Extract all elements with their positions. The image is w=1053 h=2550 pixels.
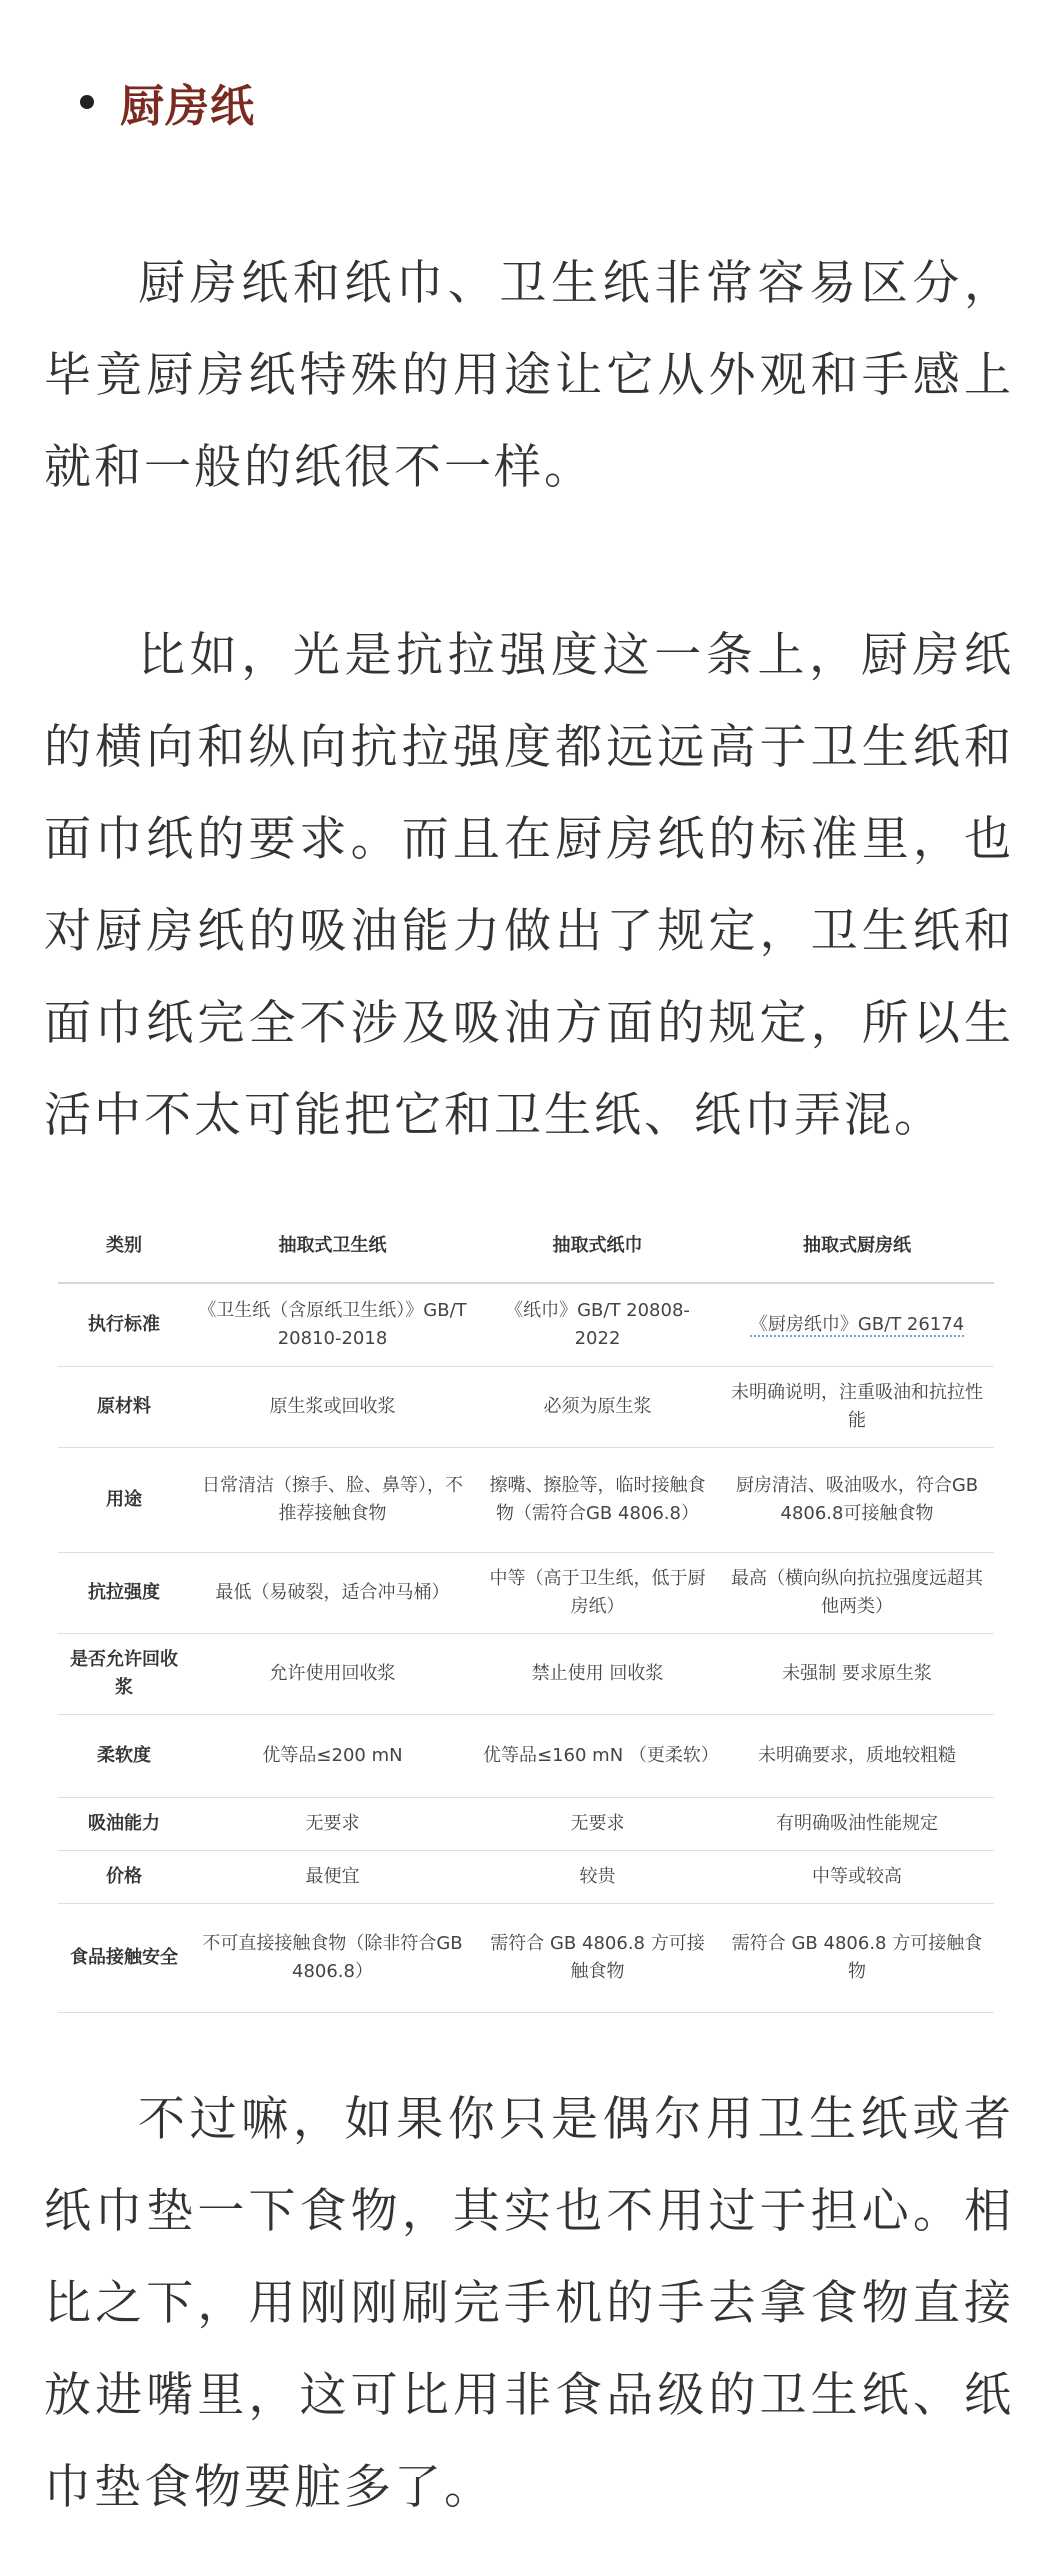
table-cell: 优等品≤160 mN （更柔软）: [475, 1715, 720, 1798]
table-category-cell: 用途: [58, 1448, 190, 1553]
table-row: [58, 1367, 994, 1448]
table-cell: 最高（横向纵向抗拉强度远超其他两类）: [720, 1553, 994, 1634]
table-row: [58, 1283, 994, 1367]
table-cell: 厨房清洁、吸油吸水，符合GB 4806.8可接触食物: [720, 1448, 994, 1553]
table-cell: 有明确吸油性能规定: [720, 1798, 994, 1851]
table-cell: 原生浆或回收浆: [190, 1367, 475, 1448]
table-cell: 未强制 要求原生浆: [720, 1634, 994, 1715]
table-cell: 《卫生纸（含原纸卫生纸）》GB/T 20810-2018: [190, 1283, 475, 1367]
paragraph-conclusion: 不过嘛，如果你只是偶尔用卫生纸或者纸巾垫一下食物，其实也不用过于担心。相比之下，用刚刚刷完手机的手去拿食物直接放进嘴里，这可比用非食品级的卫生纸、纸巾垫食物要脏多了。: [44, 2092, 1014, 2515]
table-category-cell: 吸油能力: [58, 1798, 190, 1851]
table-category-cell: 是否允许回收浆: [58, 1634, 190, 1715]
table-cell: 未明确说明，注重吸油和抗拉性能: [720, 1367, 994, 1448]
table-row: [58, 1851, 994, 1904]
table-header-row: [58, 1210, 994, 1283]
bullet-icon: [80, 95, 94, 109]
table-header-cell: 类别: [58, 1210, 190, 1283]
table-cell: [720, 1283, 994, 1367]
table-cell: 《纸巾》GB/T 20808-2022: [475, 1283, 720, 1367]
table-cell: 必须为原生浆: [475, 1367, 720, 1448]
table-row: [58, 1798, 994, 1851]
table-header-cell: 抽取式厨房纸: [720, 1210, 994, 1283]
table-cell: 中等（高于卫生纸，低于厨房纸）: [475, 1553, 720, 1634]
table-cell: 允许使用回收浆: [190, 1634, 475, 1715]
table-category-cell: 执行标准: [58, 1283, 190, 1367]
table-category-cell: 柔软度: [58, 1715, 190, 1798]
table-category-cell: 食品接触安全: [58, 1904, 190, 2013]
table-category-cell: 抗拉强度: [58, 1553, 190, 1634]
table-cell: 最低（易破裂，适合冲马桶）: [190, 1553, 475, 1634]
comparison-table: [58, 1210, 994, 2013]
table-cell: 日常清洁（擦手、脸、鼻等），不推荐接触食物: [190, 1448, 475, 1553]
paragraph-intro: 厨房纸和纸巾、卫生纸非常容易区分，毕竟厨房纸特殊的用途让它从外观和手感上就和一般的纸很不一样。: [44, 256, 1014, 495]
table-header-cell: 抽取式纸巾: [475, 1210, 720, 1283]
heading-title: 厨房纸: [120, 81, 255, 132]
table-cell: 需符合 GB 4806.8 方可接触食物: [475, 1904, 720, 2013]
table-header-cell: 抽取式卫生纸: [190, 1210, 475, 1283]
table-cell: 无要求: [475, 1798, 720, 1851]
paragraph-tensile-strength: 比如，光是抗拉强度这一条上，厨房纸的横向和纵向抗拉强度都远远高于卫生纸和面巾纸的要求。而且在厨房纸的标准里，也对厨房纸的吸油能力做出了规定，卫生纸和面巾纸完全不涉及吸油方面的规定，所以生活中不太可能把它和卫生纸、纸巾弄混。: [44, 628, 1014, 1143]
table-cell: 擦嘴、擦脸等，临时接触食物（需符合GB 4806.8）: [475, 1448, 720, 1553]
table-row: [58, 1715, 994, 1798]
table-cell: 不可直接接触食物（除非符合GB 4806.8）: [190, 1904, 475, 2013]
table-cell: 未明确要求，质地较粗糙: [720, 1715, 994, 1798]
table-cell: 最便宜: [190, 1851, 475, 1904]
standard-link-text: 《厨房纸巾》GB/T 26174: [749, 1314, 965, 1335]
table-category-cell: 原材料: [58, 1367, 190, 1448]
table-cell: 无要求: [190, 1798, 475, 1851]
table-row: [58, 1634, 994, 1715]
table-cell: 禁止使用 回收浆: [475, 1634, 720, 1715]
table-row: [58, 1553, 994, 1634]
table-cell: 优等品≤200 mN: [190, 1715, 475, 1798]
table-cell: 中等或较高: [720, 1851, 994, 1904]
section-heading: [80, 70, 255, 134]
table-row: [58, 1904, 994, 2013]
table-cell: 较贵: [475, 1851, 720, 1904]
table-row: [58, 1448, 994, 1553]
table-category-cell: 价格: [58, 1851, 190, 1904]
table-cell: 需符合 GB 4806.8 方可接触食物: [720, 1904, 994, 2013]
